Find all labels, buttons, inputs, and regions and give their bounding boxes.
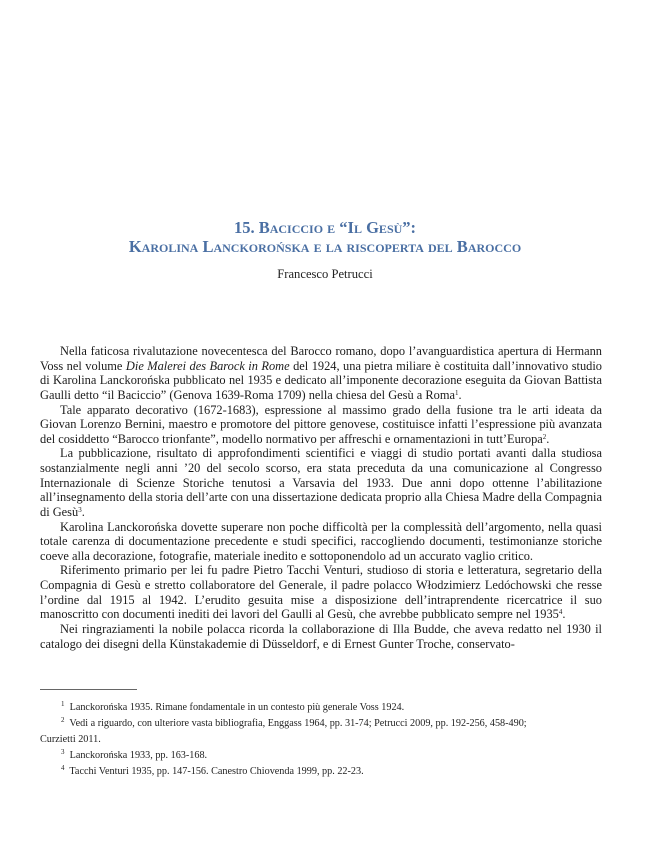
footnote-text: Vedi a riguardo, con ulteriore vasta bibliografia, Enggass 1964, pp. 31-74; Petrucci 2009, pp. 192-256, 458-490;	[69, 718, 527, 729]
paragraph	[40, 344, 602, 403]
paragraph	[40, 446, 602, 519]
footnote-ref[interactable]: 2	[542, 432, 547, 441]
footnote-ref[interactable]: 3	[78, 505, 82, 514]
footnote-ref[interactable]: 1	[454, 388, 459, 397]
book-title-italic: Die Malerei des Barock in Rome	[125, 358, 290, 373]
footnotes	[40, 700, 602, 780]
paragraph-text: Riferimento primario per lei fu padre Pietro Tacchi Venturi, studioso di storia e letteratura, segretario della Compagnia di Gesù e stretto collaboratore del Generale, il padre polacco Włodzimierz Ledóchowski che resse l’ordine dal 1915 al 1942. L’erudito gesuita mise a disposizione dell’intraprendente ricercatrice il suo manoscritto con documenti inediti dei lavori del Gaulli al Gesù, che avrebbe pubblicato sempre nel 1935	[40, 563, 602, 622]
paragraph-text: .	[458, 387, 462, 402]
footnote	[40, 764, 602, 780]
footnote-text: Curzietti 2011.	[40, 734, 101, 745]
footnote-separator	[40, 689, 137, 690]
paragraph-text: .	[562, 607, 566, 622]
paragraph-text: Nella faticosa rivalutazione novecentesca del Barocco romano, dopo l’avanguardistica apertura di Hermann Voss nel volume	[40, 344, 602, 373]
paragraph	[40, 520, 602, 564]
paragraph-text: Nei ringraziamenti la nobile polacca ricorda la collaborazione di Illa Budde, che aveva redatto nel 1930 il catalogo dei disegni della Künstakademie di Düsseldorf, e di Ernest Gunter Troche, conservato-	[40, 621, 602, 651]
footnote-number: 1	[61, 700, 65, 708]
footnote-text: Lanckorońska 1935. Rimane fondamentale in un contesto più generale Voss 1924.	[69, 702, 405, 713]
paragraph	[40, 622, 602, 651]
footnote-ref[interactable]: 4	[558, 608, 563, 617]
footnote-number: 3	[61, 748, 65, 756]
footnote-text: Lanckorońska 1933, pp. 163-168.	[69, 750, 208, 761]
paragraph-text: Karolina Lanckorońska dovette superare non poche difficoltà per la complessità dell’argomento, nella quasi totale carenza di documentazione precedente e studi specifici, raccogliendo documenti, testimonianze storiche coeve alla decorazione, fotografie, materiale inedito e sottoponendolo ad un accurato vaglio critico.	[40, 519, 602, 563]
footnote	[40, 700, 602, 716]
paragraph-text: .	[546, 431, 550, 446]
author-name: Francesco Petrucci	[277, 267, 373, 281]
paragraph-text: del 1924, una pietra miliare è costituita dall’innovativo studio di Karolina Lanckorońska pubblicato nel 1935 e dedicato all’imponente decorazione eseguita da Giovan Battista Gaulli detto “il Baciccio” (Genova 1639-Roma 1709) nella chiesa del Gesù a Roma	[40, 358, 602, 402]
footnote-number: 4	[61, 764, 65, 772]
paragraph	[40, 403, 602, 447]
footnote	[40, 716, 602, 748]
paragraph-text: Tale apparato decorativo (1672-1683), espressione al massimo grado della fusione tra le arti ideata da Giovan Lorenzo Bernini, maestro e promotore del pittore genovese, costituisce infatti l’espressione più avanzata del cosiddetto “Barocco trionfante”, modello normativo per affreschi e ornamentazioni in tutt’Europa	[40, 402, 602, 446]
footnote-number: 2	[61, 716, 65, 724]
paragraph-text: La pubblicazione, risultato di approfondimenti scientifici e viaggi di studio portati avanti dalla studiosa sostanzialmente negli anni ’20 del secolo scorso, era stata preceduta da una comunicazione al Congresso Internazionale di Scienze Storiche tenutosi a Varsavia del 1933. Due anni dopo ottenne l’abilitazione all’insegnamento della storia dell’arte con una dissertazione dedicata proprio alla Chiesa Madre della Compagnia di Gesù	[40, 446, 602, 519]
footnote	[40, 748, 602, 764]
body-text	[40, 344, 602, 651]
footnote-text: Tacchi Venturi 1935, pp. 147-156. Canestro Chiovenda 1999, pp. 22-23.	[69, 766, 364, 777]
paragraph-text: .	[81, 504, 85, 519]
chapter-title-line-2: Karolina Lanckorońska e la riscoperta del Barocco	[128, 237, 522, 256]
paragraph	[40, 563, 602, 622]
chapter-title-line-1: 15. Baciccio e “Il Gesù”:	[233, 218, 417, 237]
